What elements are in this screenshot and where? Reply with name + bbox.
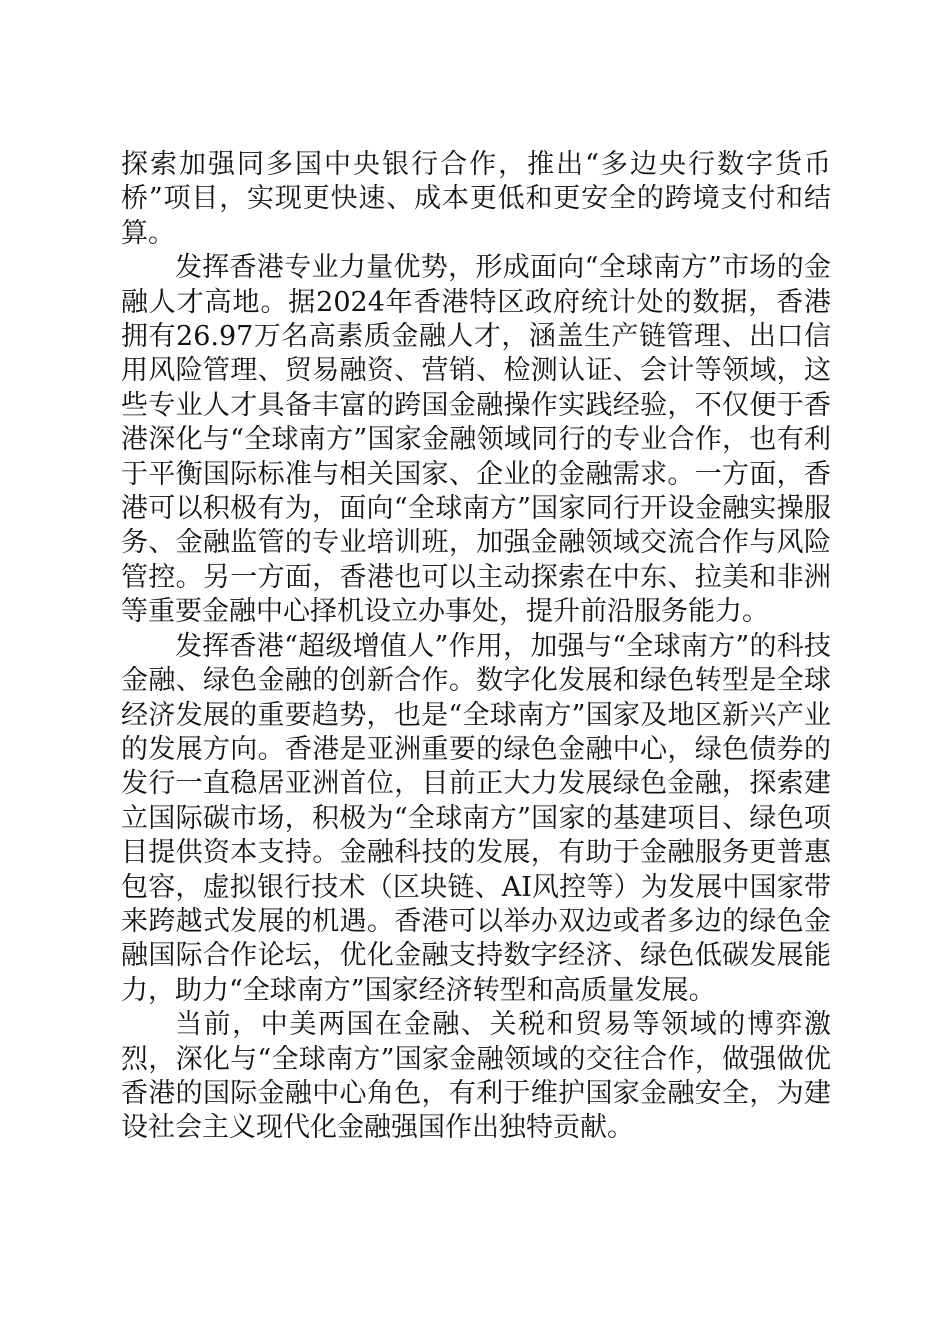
body-text (121, 148, 831, 1146)
paragraph-2: 发挥香港专业力量优势，形成面向“全球南方”市场的金融人才高地。据2024年香港特区政府统计处的数据，香港拥有26.97万名高素质金融人才，涵盖生产链管理、出口信用风险管理、贸易融资、营销、检测认证、会计等领域，这些专业人才具备丰富的跨国金融操作实践经验，不仅便于香港深化与“全球南方”国家金融领域同行的专业合作，也有利于平衡国际标准与相关国家、企业的金融需求。一方面，香港可以积极有为，面向“全球南方”国家同行开设金融实操服务、金融监管的专业培训班，加强金融领域交流合作与风险管控。另一方面，香港也可以主动探索在中东、拉美和非洲等重要金融中心择机设立办事处，提升前沿服务能力。 (121, 252, 831, 628)
paragraph-3: 发挥香港“超级增值人”作用，加强与“全球南方”的科技金融、绿色金融的创新合作。数字化发展和绿色转型是全球经济发展的重要趋势，也是“全球南方”国家及地区新兴产业的发展方向。香港是亚洲重要的绿色金融中心，绿色债券的发行一直稳居亚洲首位，目前正大力发展绿色金融，探索建立国际碳市场，积极为“全球南方”国家的基建项目、绿色项目提供资本支持。金融科技的发展，有助于金融服务更普惠包容，虚拟银行技术（区块链、AI风控等）为发展中国家带来跨越式发展的机遇。香港可以举办双边或者多边的绿色金融国际合作论坛，优化金融支持数字经济、绿色低碳发展能力，助力“全球南方”国家经济转型和高质量发展。 (121, 630, 831, 1006)
paragraph-4: 当前，中美两国在金融、关税和贸易等领域的博弈激烈，深化与“全球南方”国家金融领域的交往合作，做强做优香港的国际金融中心角色，有利于维护国家金融安全，为建设社会主义现代化金融强国作出独特贡献。 (121, 1009, 831, 1144)
paragraph-1: 探索加强同多国中央银行合作，推出“多边央行数字货币桥”项目，实现更快速、成本更低和更安全的跨境支付和结算。 (121, 149, 831, 249)
